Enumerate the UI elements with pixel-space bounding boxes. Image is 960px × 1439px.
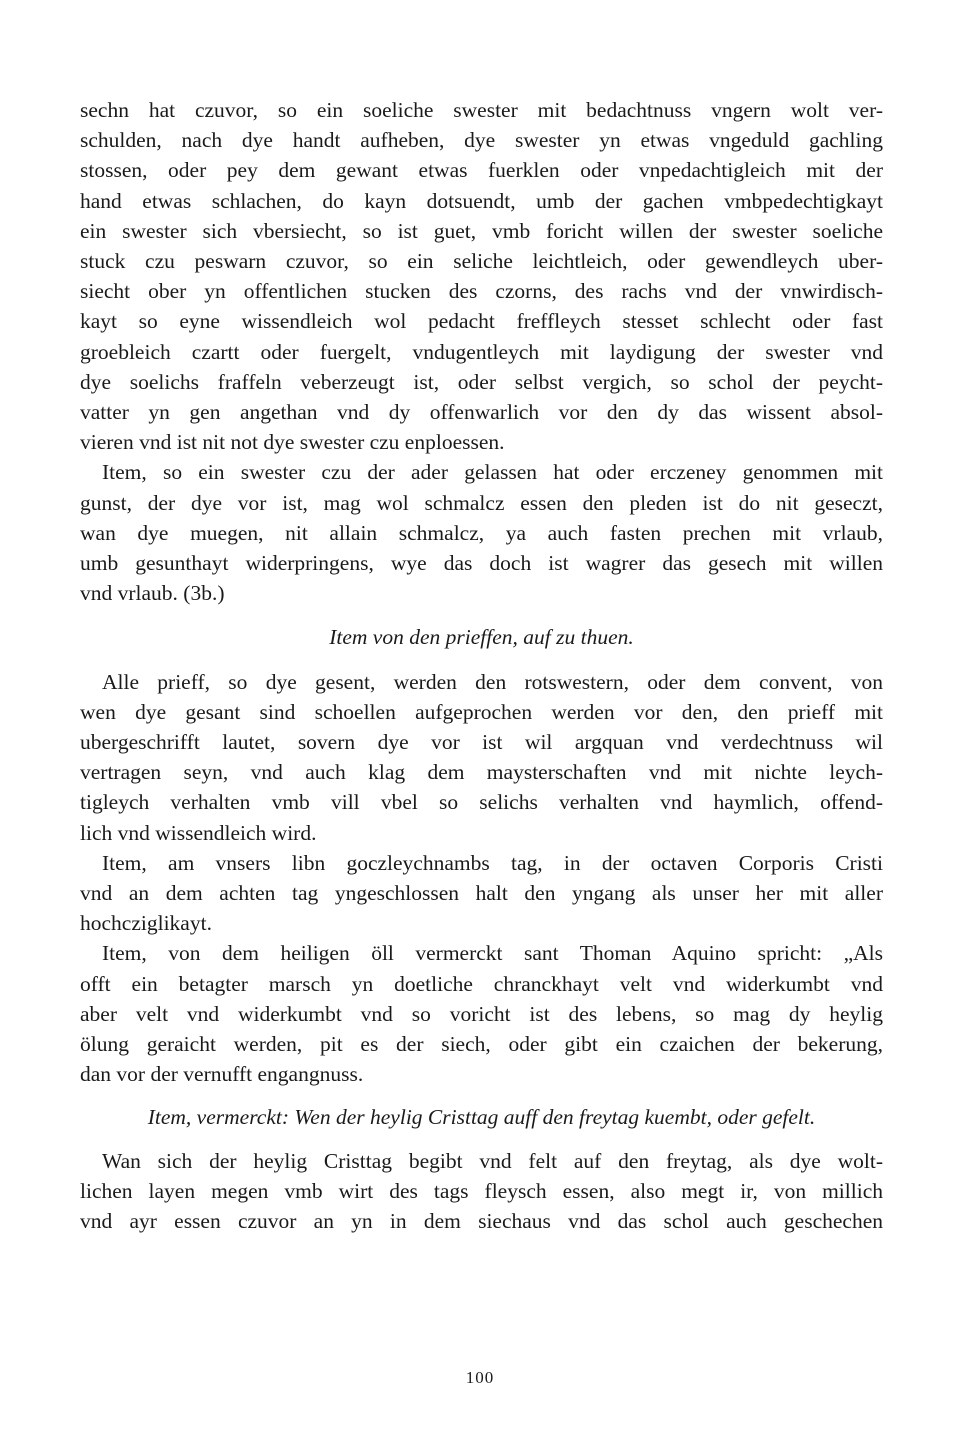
text-line: hand etwas schlachen, do kayn dotsuendt, umb der gachen vmbpedechtigkayt [80,188,883,213]
text-line: gunst, der dye vor ist, mag wol schmalcz essen den pleden ist do nit geseczt, [80,490,883,515]
paragraph-1 [80,95,883,457]
text-line: Alle prieff, so dye gesent, werden den rotswestern, oder dem convent, von [102,669,883,694]
text-line: Wan sich der heylig Cristtag begibt vnd felt auf den freytag, als dye wolt- [102,1148,883,1173]
text-line: vatter yn gen angethan vnd dy offenwarlich vor den dy das wissent absol- [80,400,883,425]
text-line: offt ein betagter marsch yn doetliche chranckhayt velt vnd widerkumbt vnd [80,971,883,996]
text-line: vnd an dem achten tag yngeschlossen halt den yngang als unser her mit aller [80,881,883,906]
section-heading: Item von den prieffen, auf zu thuen. [329,625,634,650]
section-heading: Item, vermerckt: Wen der heylig Cristtag auff den freytag kuembt, oder gefelt. [147,1104,816,1129]
text-line: sechn hat czuvor, so ein soeliche swester mit bedachtnuss vngern wolt ver- [80,98,883,122]
text-line: aber velt vnd widerkumbt vnd so voricht ist des lebens, so mag dy heylig [80,1001,883,1026]
text-line: dan vor der vernufft engangnuss. [80,1062,364,1087]
text-line: dye soelichs fraffeln veberzeugt ist, oder selbst vergich, so schol der peycht- [80,369,883,394]
text-line: lichen layen megen vmb wirt des tags fleysch essen, also megt ir, von millich [80,1178,883,1203]
paragraph-4 [80,848,883,939]
text-line: vnd vrlaub. (3b.) [80,581,225,606]
paragraph-6 [80,1146,883,1237]
text-line: vieren vnd ist nit not dye swester czu enploessen. [80,430,505,455]
paragraph-2 [80,457,883,608]
text-line: groebleich czartt oder fuergelt, vndugentleych mit laydigung der swester vnd [80,339,883,364]
text-line: stossen, oder pey dem gewant etwas fuerklen oder vnpedachtigleich mit der [80,158,883,183]
page-number: 100 [465,1368,495,1387]
text-line: ubergeschrifft lautet, sovern dye vor ist wil argquan vnd verdechtnuss wil [80,730,883,755]
paragraph-3 [80,667,883,848]
text-line: Item, so ein swester czu der ader gelassen hat oder erczeney genommen mit [102,460,883,485]
text-line: vertragen seyn, vnd auch klag dem maysterschaften vnd mit nichte leych- [80,760,883,785]
text-line: siecht ober yn offentlichen stucken des czorns, des rachs vnd der vnwirdisch- [80,279,883,304]
paragraph-5 [80,938,883,1089]
text-line: Item, von dem heiligen öll vermerckt sant Thoman Aquino spricht: „Als [102,941,883,966]
text-line: kayt so eyne wissendleich wol pedacht freffleych stesset schlecht oder fast [80,309,883,334]
text-line: lich vnd wissendleich wird. [80,820,317,845]
text-line: wen dye gesant sind schoellen aufgeprochen werden vor den, den prieff mit [80,699,883,724]
text-line: Item, am vnsers libn goczleychnambs tag, in der octaven Corporis Cristi [102,850,883,875]
text-line: wan dye muegen, nit allain schmalcz, ya auch fasten prechen mit vrlaub, [80,520,883,545]
text-line: schulden, nach dye handt aufheben, dye swester yn etwas vngeduld gachling [80,128,883,153]
text-line: tigleych verhalten vmb vill vbel so selichs verhalten vnd haymlich, offend- [80,790,883,815]
text-line: ein swester sich vbersiecht, so ist guet, vmb foricht willen der swester soeliche [80,218,883,243]
text-line: umb gesunthayt widerpringens, wye das doch ist wagrer das gesech mit willen [80,551,883,576]
page-body [80,95,883,1236]
text-line: stuck czu peswarn czuvor, so ein seliche leichtleich, oder gewendleych uber- [80,249,883,274]
text-line: vnd ayr essen czuvor an yn in dem siechaus vnd das schol auch geschechen [80,1209,883,1234]
text-line: ölung geraicht werden, pit es der siech, oder gibt ein czaichen der bekerung, [80,1032,883,1057]
text-line: hochcziglikayt. [80,911,212,936]
